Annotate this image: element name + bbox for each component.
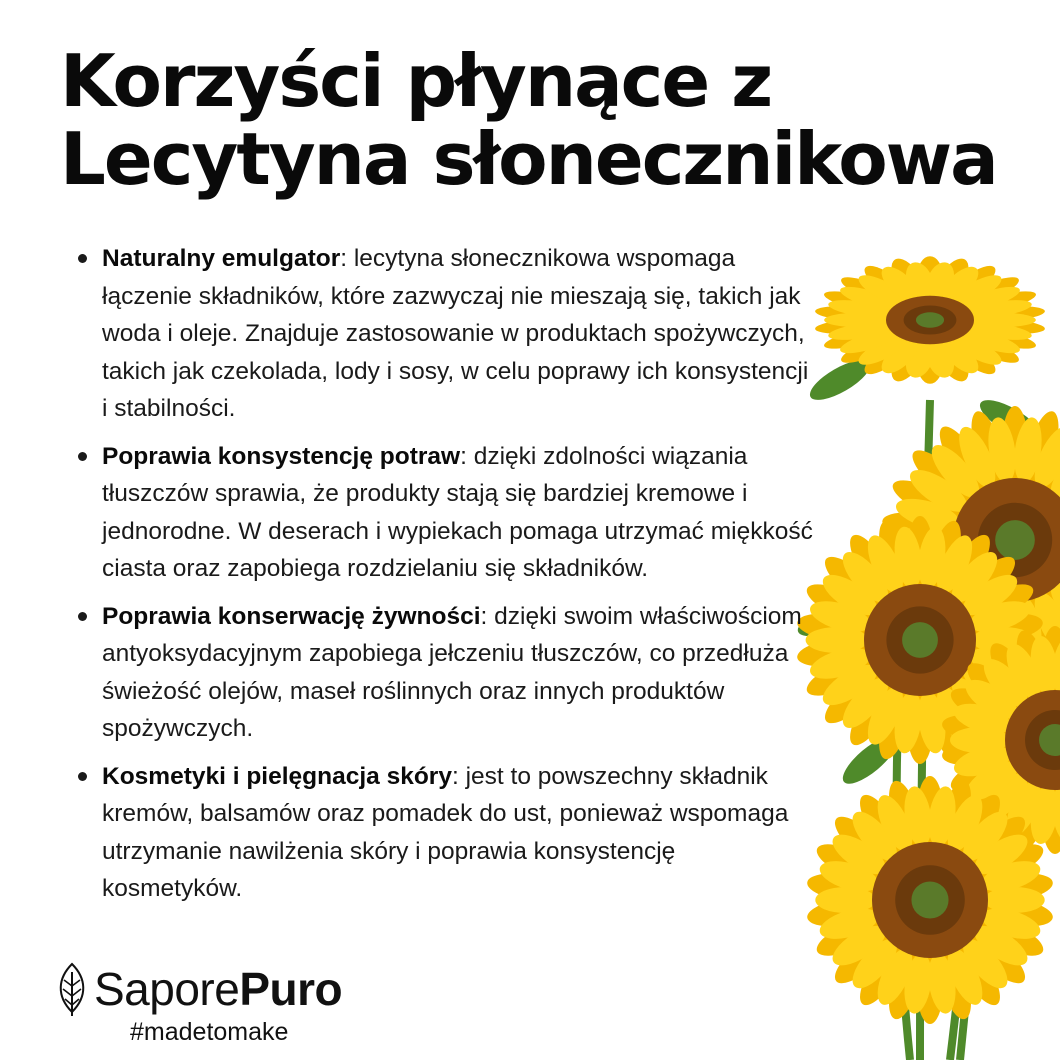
benefit-text: : jest to powszechny składnik kremów, balsamów oraz pomadek do ust, ponieważ wspomaga utrzymanie nawilżenia skóry i poprawia konsystencję kosmetyków. <box>102 762 789 902</box>
benefit-heading: Naturalny emulgator <box>102 245 341 272</box>
benefit-text: : dzięki zdolności wiązania tłuszczów sprawia, że produkty stają się bardziej kremowe i jednorodne. W deserach i wypiekach pomaga utrzymać miękkość ciasta oraz zapobiega rozdzielaniu się składników. <box>102 442 813 582</box>
title-line-1: Korzyści płynące z <box>60 39 772 123</box>
brand-name-bold: Puro <box>239 963 343 1015</box>
list-item <box>76 758 816 908</box>
benefit-heading: Poprawia konsystencję potraw <box>102 442 461 470</box>
list-item <box>76 240 816 428</box>
benefit-heading: Kosmetyki i pielęgnacja skóry <box>102 762 452 790</box>
brand-hashtag: #madetomake <box>130 1018 289 1046</box>
bullet-icon <box>78 254 87 263</box>
brand-name-regular: Sapore <box>94 963 240 1015</box>
bullet-icon <box>78 612 87 621</box>
benefit-text: : dzięki swoim właściwościom antyoksydacyjnym zapobiega jełczeniu tłuszczów, co przedłuża świeżość olejów, maseł roślinnych oraz innych produktów spożywczych. <box>102 602 802 742</box>
bullet-icon <box>78 772 87 781</box>
benefit-text: : lecytyna słonecznikowa wspomaga łączenie składników, które zazwyczaj nie mieszają się, takich jak woda i oleje. Znajduje zastosowanie w produktach spożywczych, takich jak czekolada, lody i sosy, w celu poprawy ich konsystencji i stabilności. <box>102 245 809 422</box>
page-title <box>60 39 1020 201</box>
bullet-icon <box>78 452 87 461</box>
sunflowers-image <box>780 240 1060 1060</box>
benefit-heading: Poprawia konserwację żywności <box>102 602 481 630</box>
list-item <box>76 598 816 748</box>
brand-name <box>94 964 342 1014</box>
title-line-2: Lecytyna słonecznikowa <box>60 117 997 201</box>
list-item <box>76 438 816 588</box>
leaf-icon <box>54 962 90 1016</box>
benefits-list <box>76 240 816 918</box>
